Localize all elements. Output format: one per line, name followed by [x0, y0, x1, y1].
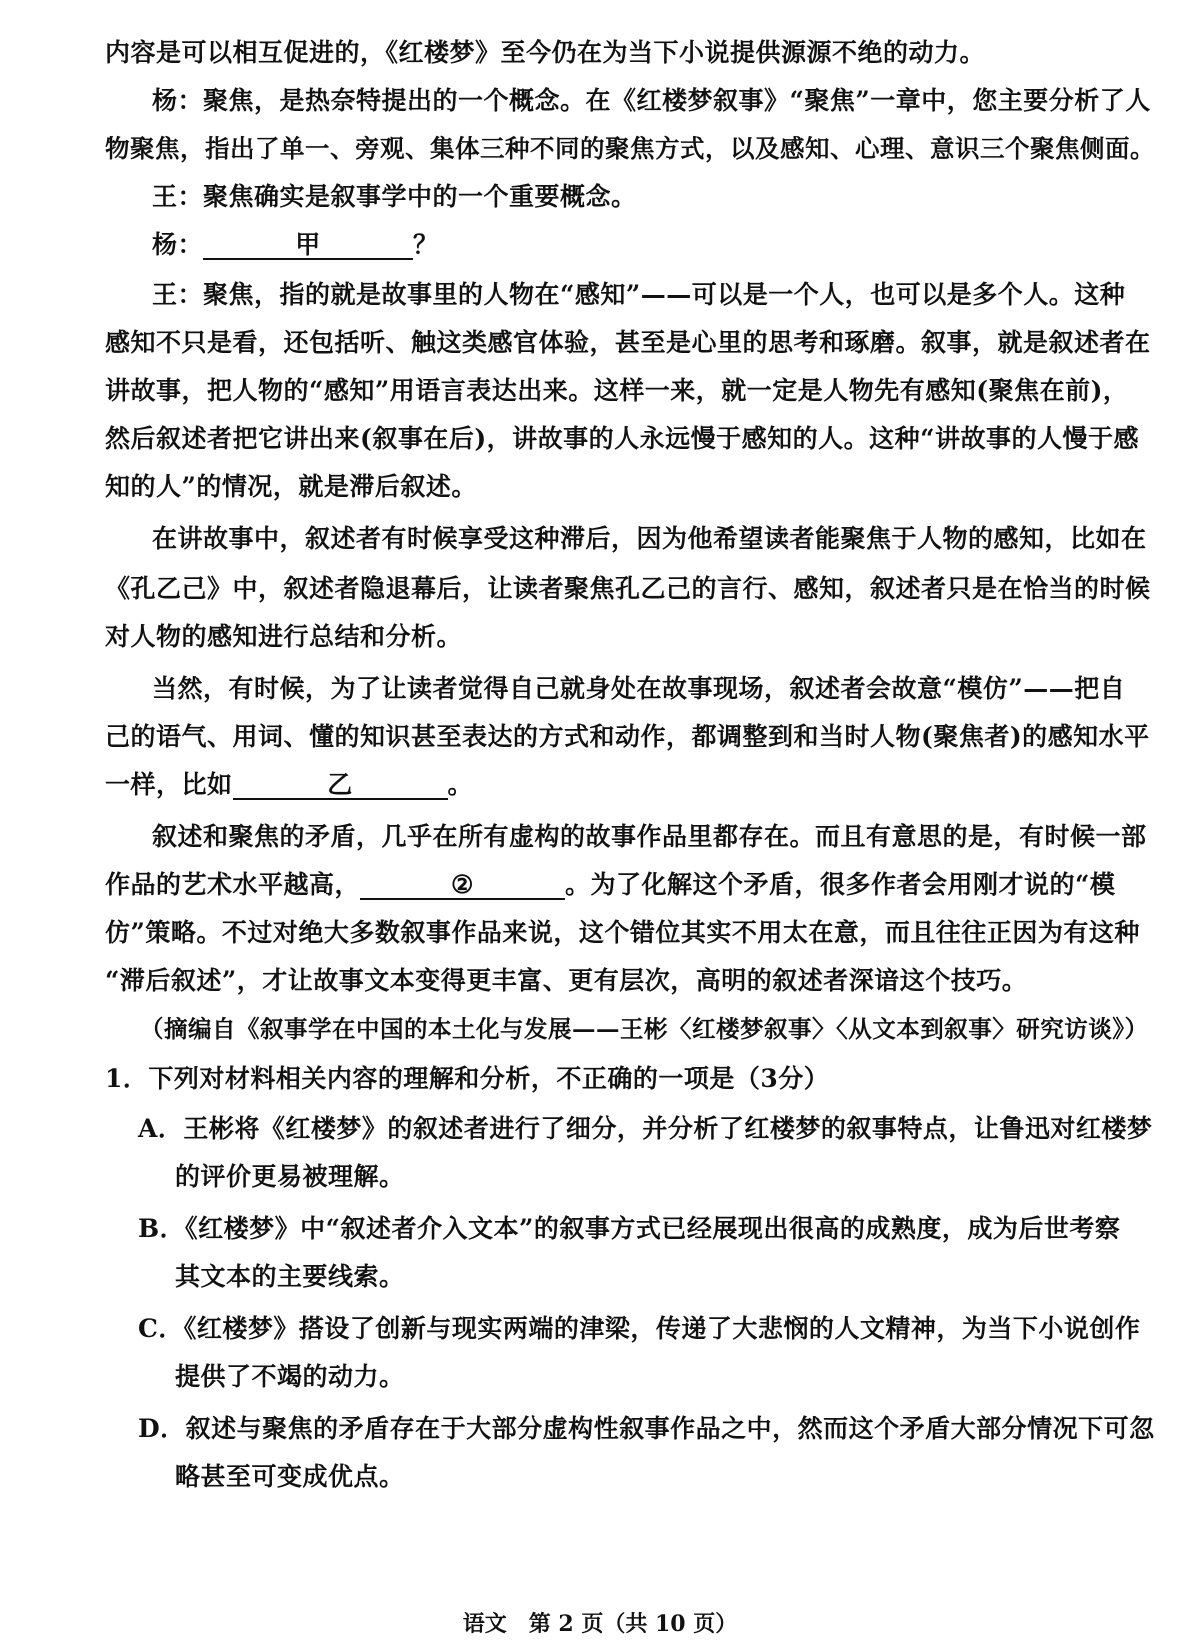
paragraph-line: 叙述和聚焦的矛盾，几乎在所有虚构的故事作品里都存在。而且有意思的是，有时候一部	[152, 822, 1147, 851]
option-d: D．叙述与聚焦的矛盾存在于大部分虚构性叙事作品之中，然而这个矛盾大部分情况下可忽	[138, 1414, 1155, 1443]
paragraph-line: 然后叙述者把它讲出来(叙事在后)，讲故事的人永远慢于感知的人。这种“讲故事的人慢于感	[105, 424, 1140, 453]
fill-blank-2: ②	[360, 872, 565, 900]
paragraph-line: 在讲故事中，叙述者有时候享受这种滞后，因为他希望读者能聚焦于人物的感知，比如在	[152, 524, 1147, 553]
question-stem: 1．下列对材料相关内容的理解和分析，不正确的一项是（3分）	[105, 1064, 830, 1093]
paragraph-line: 内容是可以相互促进的，《红楼梦》至今仍在为当下小说提供源源不绝的动力。	[105, 38, 986, 67]
text-run: 。为了化解这个矛盾，很多作者会用刚才说的“模	[565, 870, 1116, 899]
fill-blank-yi: 乙	[233, 772, 448, 800]
paragraph-line	[105, 870, 1115, 900]
fill-blank-jia: 甲	[203, 232, 413, 260]
option-b-cont: 其文本的主要线索。	[175, 1262, 405, 1291]
option-c: C．《红楼梦》搭设了创新与现实两端的津梁，传递了大悲悯的人文精神，为当下小说创作	[138, 1314, 1141, 1343]
paragraph-line: 《孔乙己》中，叙述者隐退幕后，让读者聚焦孔乙己的言行、感知，叙述者只是在恰当的时候	[105, 574, 1151, 603]
paragraph-line	[105, 770, 473, 800]
text-run: 一样，比如	[105, 770, 233, 799]
paragraph-line: 物聚焦，指出了单一、旁观、集体三种不同的聚焦方式，以及感知、心理、意识三个聚焦侧面。	[105, 134, 1155, 163]
paragraph-line: 讲故事，把人物的“感知”用语言表达出来。这样一来，就一定是人物先有感知(聚焦在前)，	[105, 376, 1129, 405]
option-a-cont: 的评价更易被理解。	[175, 1162, 405, 1191]
option-b: B．《红楼梦》中“叙述者介入文本”的叙事方式已经展现出很高的成熟度，成为后世考察	[138, 1214, 1121, 1243]
paragraph-line: 知的人”的情况，就是滞后叙述。	[105, 472, 477, 501]
paragraph-line: 王：聚焦确实是叙事学中的一个重要概念。	[152, 182, 637, 211]
paragraph-line: 对人物的感知进行总结和分析。	[105, 622, 463, 651]
text-run: 。	[447, 770, 474, 799]
paragraph-line	[152, 230, 439, 260]
paragraph-line: 仿”策略。不过对绝大多数叙事作品来说，这个错位其实不用太在意，而且往往正因为有这种	[105, 918, 1140, 947]
paragraph-line: 己的语气、用词、懂的知识甚至表达的方式和动作，都调整到和当时人物(聚焦者)的感知水平	[105, 722, 1150, 751]
option-d-cont: 略甚至可变成优点。	[175, 1462, 405, 1491]
speaker-label: 杨：	[152, 230, 204, 259]
paragraph-line: “滞后叙述”，才让故事文本变得更丰富、更有层次，高明的叙述者深谙这个技巧。	[105, 966, 1028, 995]
paragraph-line: 杨：聚焦，是热奈特提出的一个概念。在《红楼梦叙事》“聚焦”一章中，您主要分析了人	[152, 86, 1151, 115]
paragraph-line: 感知不只是看，还包括听、触这类感官体验，甚至是心里的思考和琢磨。叙事，就是叙述者在	[105, 328, 1151, 357]
question-mark: ？	[413, 230, 439, 259]
source-citation: （摘编自《叙事学在中国的本土化与发展——王彬〈红楼梦叙事〉〈从文本到叙事〉研究访谈》）	[140, 1015, 1149, 1043]
option-a: A．王彬将《红楼梦》的叙述者进行了细分，并分析了红楼梦的叙事特点，让鲁迅对红楼梦	[138, 1114, 1153, 1143]
paragraph-line: 王：聚焦，指的就是故事里的人物在“感知”——可以是一个人，也可以是多个人。这种	[152, 280, 1126, 309]
text-run: 作品的艺术水平越高，	[105, 870, 361, 899]
page-footer: 语文 第 2 页（共 10 页）	[462, 1611, 738, 1637]
paragraph-line: 当然，有时候，为了让读者觉得自己就身处在故事现场，叙述者会故意“模仿”——把自	[152, 674, 1126, 703]
option-c-cont: 提供了不竭的动力。	[175, 1362, 405, 1391]
